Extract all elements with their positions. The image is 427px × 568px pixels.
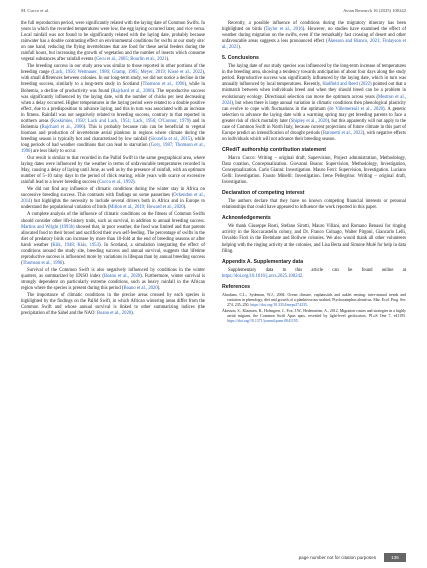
citation-link[interactable]: Rajchard et al., 2006 — [41, 124, 84, 130]
citation-link[interactable]: Martins and Wright (1993b) — [21, 224, 75, 230]
citation-link[interactable]: de Villemereuil et al., 2020 — [329, 106, 384, 112]
section-heading-appendix: Appendix A. Supplementary data — [222, 258, 304, 265]
citation-link[interactable]: Baronetti et al., 2022 — [322, 130, 363, 136]
paragraph: A complete analysis of the influence of climatic conditions on the fitness of Common Swifts should consider other life-history traits, such as survival, in addition to annual breeding success. Martins and Wright (1993b) showed that, in poor weather, the food was limited and that parents allocated food to their brood and sacrificed their own self-feeding. The percentage of swifts in the diet of predatory birds can increase by more than 10-fold at the end of breeding seasons or after harsh weather (Kiik, 1948; Klás, 1953). In Scotland, a simulation integrating the effect of conditions around the study site, breeding success and annual survival, suggests that lifetime reproductive success is influenced more by variations in lifespan than by annual breeding success (Thomson et al., 1996). — [21, 212, 205, 266]
reference-item: Abraham, C.L., Sydeman, W.J., 2004. Ocean climate, euphausiids and auklet nesting: inter-annual trends and variation in phenology, diet and growth of a planktivorous seabird, Ptychoramphus aleuticus. Mar. Ecol. Prog. Ser. 274, 235–250. https://doi.org/10.3354/meps274235. — [222, 292, 406, 307]
reference-list — [222, 293, 406, 324]
citation-link[interactable]: Sicurella et al., 2015 — [150, 136, 191, 142]
paragraph: Survival of the Common Swift is also negatively influenced by conditions in the winter quarters, as summarized by ENSO index (Boano et al., 2020). Furthermore, winter survival is strongly dependent on particularly extreme conditions, such as heavy rainfall in the African region where the species is present during this period (Boano et al., 2020). — [21, 267, 205, 292]
right-column — [222, 21, 406, 325]
page-footer — [21, 553, 406, 562]
paragraph: We did not find any influence of climatic conditions during the winter stay in Africa on successive breeding success. This contrasts with findings on some passerines (Ockendon et al., 2014) but highlights the necessity to include several drivers both in Africa and in Europe to understand the populational variation of birds (Millon et al., 2019; Howard et al., 2020). — [21, 187, 206, 211]
doi-link[interactable]: https://doi.org/10.3354/meps274235 — [250, 302, 307, 307]
section-heading-credit: CRediT authorship contribution statement — [222, 146, 327, 153]
citation-link[interactable]: Boano et al., 2020 — [103, 273, 141, 279]
citation-link[interactable]: Åkesson and Bianco, 2021; Finlayson et al., 2021 — [222, 39, 406, 51]
paragraph: The breeding success in our study area was similar to those reported in other portions of the breeding range (Lack, 1956; Weitnauer, 1980; Gramp, 1985; Meyer, 2019; Kissé et al., 2022), with small differences between colonies. In our long-term study, we did not notice a decline in the breeding success, similarly to a long-term study in Scotland (Thomson et al., 1996), while in Bohemia, a decline of productivity was found (Rajchard et al., 2006). The reproductive success was significantly influenced by the laying date, with the number of chicks per nest decreasing when a delay occurred. Higher temperatures in the laying period were related to a double positive effect, due to a predisposition to advance laying, and this in turn was associated with an increase in fitness. Rainfall was not negatively related to breeding success, contrary to that reported in northern areas (Koskimies, 1950; Lack and Lack, 1951; Lack, 1956; O'Connor, 1979) and in Bohemia (Rajchard et al., 2006). This is probably because rain can be beneficial to vegetal biomass and production of invertebrate aerial plankton in regions where climate during the breeding season is typically hot and characterized by low rainfall (Sicurella et al., 2015), while long periods of bad weather conditions that can lead to starvation (Gory, 1987; Thomson et al., 1996) are less likely to occur. — [21, 64, 205, 154]
section-heading-declaration: Declaration of competing interest — [222, 190, 305, 197]
citation-link[interactable]: Thomson et al., 1996 — [22, 260, 63, 266]
header-journal: Avian Research 16 (2025) 100242 — [343, 8, 406, 13]
left-column — [21, 21, 205, 318]
appendix-text: Supplementary data to this article can be found online at https://doi.org/10.1016/j.avrs.2025.100242. — [222, 267, 406, 279]
acknowledgements-text: We thank Giuseppe Rosti, Stefano Sirotti, Mauro Villani, and Romano Benassi for ringing activity in the Roccacastello colony, and Dr. Franco Colnago, Walter Pirgoni, Giancarlo Lelli, Osvaldo Fiori in the Brembate and Bollwre colonies. We also would thank all other volunteers helping with the ringing activity at the colonies, and Lisa Berta and Simone Mulé for help in data filing. — [222, 224, 406, 254]
citation-link[interactable]: Kiik, 1948; Klás, 1953 — [52, 242, 99, 248]
section-heading-conclusions: 5. Conclusions — [222, 55, 259, 62]
citation-link[interactable]: Rajchard et al., 2006 — [112, 88, 153, 94]
citation-link[interactable]: Lack, 1956; Weitnauer, 1980; Gramp, 1985; Meyer, 2019; Kissé et al., 2022 — [52, 70, 203, 76]
citation-link[interactable]: Cucco et al., 1992 — [98, 180, 133, 186]
paragraph: Recently, a possible influence of conditions during the migratory itinerary has been highlighted on birds (Taylor et al., 2016). However, no studies have examined the effect of weather during migration on the swifts, even if the remarkably fast crossing of desert and other unfavourable areas suggests a less pronounced effect (Åkesson and Bianco, 2021; Finlayson et al., 2021). — [222, 21, 407, 51]
credit-statement: Marco Cucco: Writing – original draft, Supervision, Project administration, Methodology, Data curation, Conceptualization. Giovanni Boano: Supervision, Methodology, Investigation, Conceptualization. Carlo Gianni: Investigation. Mauro Ferri: Supervision, Investigation. Luciano Gelli: Investigation. Fausto Minelli: Investigation. Irene Pellegrino: Writing – original draft, Investigation. — [222, 155, 406, 186]
header-authors: M. Cucco et al. — [21, 8, 50, 13]
citation-link[interactable]: Mestron et al., 2024 — [222, 94, 406, 106]
running-header — [21, 8, 406, 18]
citation-link[interactable]: Boano et al., 2020 — [96, 311, 132, 317]
paragraph: the full reproduction period, were significantly related with the laying date of Common Swifts. In years in which the recorded temperatures were low, the egg laying occurred later, and vice versa. Local rainfall was not found to be significantly related with the laying date, probably because rainwater has a double contrasting effect on environmental conditions for swifts at our study site: on one hand, reducing the flying invertebrates that are food for these aerial feeders during the rainfall hours, but increasing the growth of vegetation and the number of insects which consume vegetal substances after rainfall events (Cecu et al., 2005; Bourlin et al., 2021). — [21, 21, 205, 63]
citation-link[interactable]: Cecu et al., 2005; Bourlin et al., 2021 — [96, 57, 167, 63]
citation-notice: page number not for citation purposes — [298, 555, 376, 560]
citation-link[interactable]: Ockendon et al., 2014 — [21, 193, 206, 205]
paragraph: The laying date of our study species was influenced by the long-term increase of temperatures in the breeding area, showing a tendency towards anticipation of about four days along the study period. Reproductive success was significantly influenced by the laying date, which in turn was annually influenced by local temperatures. Recently, Hadfield and Reed (2022) pointed out that a mismatch between when individuals breed and when they should breed can be a problem in evolutionary ecology. Directional selection can move the optimum across years (Mestron et al., 2024), but when there is large annual variation in climatic conditions then phenological plasticity can evolve to cope with fluctuations in the optimum (de Villemereuil et al., 2020). A genetic selection to advance the laying date with a warming spring may get breeding parents to face a greater risk of chick mortality later (Shipley et al., 2020), but this apparently will not apply to the case of Common Swift in North Italy, because current projections of future climate in this part of Europe predict an intensification of drought periods (Baronetti et al., 2022), with negative effects on individuals which will not advance their breeding season. — [222, 64, 407, 142]
citation-link[interactable]: Taylor et al., 2016 — [265, 27, 303, 33]
section-heading-acknowledgements: Acknowledgements — [222, 215, 271, 222]
citation-link[interactable]: Hadfield and Reed (2022) — [322, 82, 372, 88]
citation-link[interactable]: Thomson et al., 1996 — [142, 82, 185, 88]
declaration-text: The authors declare that they have no known competing financial interests or personal relationships that could have appeared to influence the work reported in this paper. — [222, 199, 406, 211]
reference-item: Åkesson, S., Klaassen, R., Holmgren, J., Fox, J.W., Hedenström, A., 2012. Migration routes and strategies in a highly aerial migrant, the Common Swift Apus apus, revealed by light-level geolocators. PLoS One 7, e41195. https://doi.org/10.1371/journal.pone.0041195. — [222, 308, 406, 323]
citation-link[interactable]: Shipley et al., 2020 — [290, 118, 328, 124]
citation-link[interactable]: Gory, 1987; Thomson et al., 1996 — [21, 142, 205, 154]
section-heading-references: References — [222, 283, 250, 290]
citation-link[interactable]: Millon et al., 2019; Howard et al., 2020 — [109, 205, 184, 211]
citation-link[interactable]: Koskimies, 1950; Lack and Lack, 1951; Lack, 1956; O'Connor, 1979 — [52, 118, 190, 124]
page-number: 135 — [384, 553, 406, 562]
paragraph: Our result is similar to that recorded in the Pallid Swift in the same geographical area, where laying dates were influenced by the weather in terms of unfavourable temperatures recorded in May, causing a delay of laying until June, as well as by the presence of rainfall, with an optimum number of 5–10 rainy days in the period of chick rearing, while years with scarce or excessive rainfall lead to a lower breeding success (Cucco et al., 1992). — [21, 156, 205, 186]
paragraph: The importance of climatic conditions in the precise areas crossed by each species is highlighted by the findings on the Pallid Swift, in which African wintering areas differ from the Common Swift and whose annual survival is linked to other summarizing indices (the precipitation of the Sahel and the NAO: Boano et al., 2020). — [21, 293, 205, 317]
doi-link[interactable]: https://doi.org/10.1016/j.avrs.2025.100242 — [222, 273, 303, 279]
citation-link[interactable]: Boano et al., 2020 — [123, 286, 158, 292]
doi-link[interactable]: https://doi.org/10.1371/journal.pone.0041195 — [227, 318, 298, 323]
